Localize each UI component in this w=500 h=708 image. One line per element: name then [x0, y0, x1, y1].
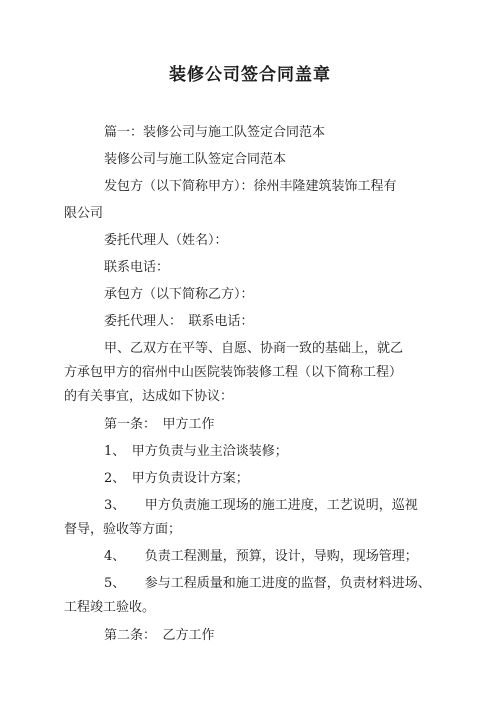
text-line: 3、 甲方负责施工现场的施工进度，工艺说明，巡视 — [104, 498, 418, 513]
text-line: 委托代理人（姓名）： — [104, 233, 228, 248]
text-line: 发包方（以下简称甲方）：徐州丰隆建筑装饰工程有 — [104, 179, 397, 194]
document-title: 装修公司签合同盖章 — [169, 65, 331, 85]
text-line: 第一条： 甲方工作 — [104, 417, 215, 432]
text-line: 限公司 — [64, 206, 104, 221]
text-line: 的有关事宜，达成如下协议： — [64, 389, 234, 404]
text-line: 第二条： 乙方工作 — [104, 628, 215, 643]
text-line: 篇一：装修公司与施工队签定合同范本 — [104, 125, 326, 140]
text-line: 4、 负责工程测量，预算，设计，导购，现场管理； — [104, 549, 418, 564]
text-line: 2、 甲方负责设计方案； — [104, 471, 249, 486]
text-line: 委托代理人： 联系电话： — [104, 314, 254, 329]
text-line: 承包方（以下简称乙方）： — [104, 287, 254, 302]
text-line: 装修公司与施工队签定合同范本 — [104, 152, 287, 167]
text-line: 方承包甲方的宿州中山医院装饰装修工程（以下简称工程） — [64, 365, 403, 380]
text-line: 工程竣工验收。 — [64, 600, 156, 615]
text-line: 联系电话： — [104, 260, 170, 275]
text-line: 1、 甲方负责与业主洽谈装修； — [104, 444, 288, 459]
text-line: 5、 参与工程质量和施工进度的监督，负责材料进场、 — [104, 576, 431, 591]
text-line: 甲、乙双方在平等、自愿、协商一致的基础上，就乙 — [104, 341, 404, 356]
text-line: 督导，验收等方面； — [64, 522, 182, 537]
